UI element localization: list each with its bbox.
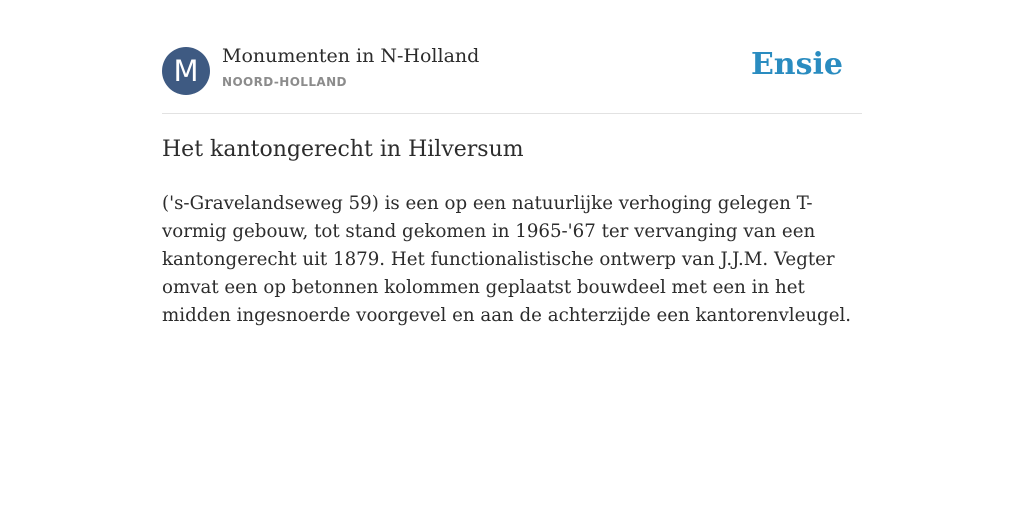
article-title: Het kantongerecht in Hilversum — [162, 137, 524, 162]
brand-logo[interactable]: Ensie — [750, 47, 843, 82]
article-body: ('s-Gravelandseweg 59) is een op een natuurlijke verhoging gelegen T-vormig gebouw, tot stand gekomen in 1965-'67 ter vervanging van een kantongerecht uit 1879. Het functionalistische ontwerp van J.J.M. Vegter omvat een op betonnen kolommen geplaatst bouwdeel met een in het midden ingesnoerde voorgevel en aan de achterzijde een kantorenvleugel. — [162, 193, 852, 326]
article-card — [162, 0, 862, 326]
source-region: NOORD-HOLLAND — [222, 75, 347, 89]
article-header — [162, 0, 862, 114]
source-avatar[interactable]: M — [162, 47, 210, 95]
source-title[interactable]: Monumenten in N-Holland — [222, 45, 480, 67]
